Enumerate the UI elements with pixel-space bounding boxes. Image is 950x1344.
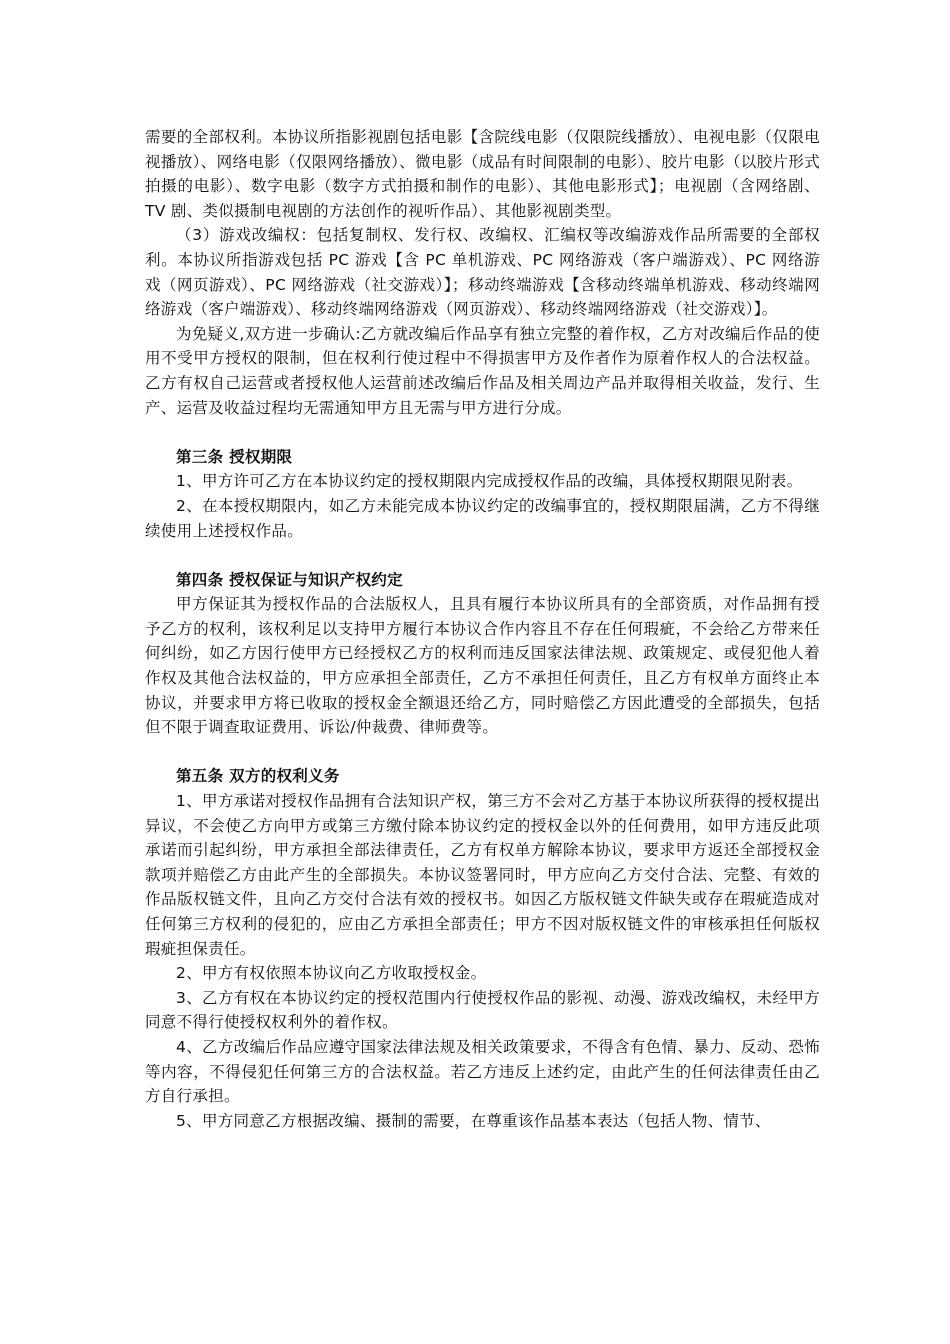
heading-article-4: 第四条 授权保证与知识产权约定: [176, 570, 403, 589]
paragraph-term-1: 1、甲方许可乙方在本协议约定的授权期限内完成授权作品的改编，具体授权期限见附表。: [176, 472, 803, 491]
paragraph-obligation-5: 5、甲方同意乙方根据改编、摄制的需要，在尊重该作品基本表达（包括人物、情节、: [176, 1111, 771, 1130]
paragraph-obligation-4: 4、乙方改编后作品应遵守国家法律法规及相关政策要求，不得含有色情、暴力、反动、恐怖等内容，不得侵犯任何第三方的合法权益。若乙方违反上述约定，由此产生的任何法律责任由乙方自行承担。: [145, 1037, 820, 1106]
paragraph-term-2: 2、在本授权期限内，如乙方未能完成本协议约定的改编事宜的，授权期限届满，乙方不得继续使用上述授权作品。: [145, 496, 820, 540]
heading-article-5: 第五条 双方的权利义务: [176, 767, 340, 786]
paragraph-obligation-1: 1、甲方承诺对授权作品拥有合法知识产权，第三方不会对乙方基于本协议所获得的授权提出异议，不会使乙方向甲方或第三方缴付除本协议约定的授权金以外的任何费用，如甲方违反此项承诺而引起纠纷，甲方承担全部法律责任，乙方有权单方解除本协议，要求甲方返还全部授权金款项并赔偿乙方由此产生的全部损失。本协议签署同时，甲方应向乙方交付合法、完整、有效的作品版权链文件，且向乙方交付合法有效的授权书。如因乙方版权链文件缺失或存在瑕疵造成对任何第三方权利的侵犯的，应由乙方承担全部责任；甲方不因对版权链文件的审核承担任何版权瑕疵担保责任。: [145, 792, 820, 958]
paragraph-warranty: 甲方保证其为授权作品的合法版权人，且具有履行本协议所具有的全部资质，对作品拥有授予乙方的权利，该权利足以支持甲方履行本协议合作内容且不存在任何瑕疵，不会给乙方带来任何纠纷，如乙方因行使甲方已经授权乙方的权利而违反国家法律法规、政策规定、或侵犯他人着作权及其他合法权益的，甲方应承担全部责任，乙方不承担任何责任，且乙方有权单方面终止本协议，并要求甲方将已收取的授权金全额退还给乙方，同时赔偿乙方因此遭受的全部损失，包括但不限于调查取证费用、诉讼/仲裁费、律师费等。: [145, 595, 820, 737]
paragraph-rights-film: 需要的全部权利。本协议所指影视剧包括电影【含院线电影（仅限院线播放）、电视电影（仅限电视播放）、网络电影（仅限网络播放）、微电影（成品有时间限制的电影）、胶片电影（以胶片形式拍摄的电影）、数字电影（数字方式拍摄和制作的电影）、其他电影形式】；电视剧（含网络剧、TV 剧、类似摄制电视剧的方法创作的视听作品）、其他影视剧类型。: [145, 128, 820, 220]
heading-article-3: 第三条 授权期限: [176, 447, 293, 466]
document-page: [145, 125, 820, 1133]
paragraph-clarification: 为免疑义,双方进一步确认:乙方就改编后作品享有独立完整的着作权，乙方对改编后作品的使用不受甲方授权的限制，但在权利行使过程中不得损害甲方及作者作为原着作权人的合法权益。乙方有权自己运营或者授权他人运营前述改编后作品及相关周边产品并取得相关收益，发行、生产、运营及收益过程均无需通知甲方且无需与甲方进行分成。: [145, 324, 820, 417]
paragraph-obligation-2: 2、甲方有权依照本协议向乙方收取授权金。: [176, 964, 487, 983]
paragraph-game-adaptation: （3）游戏改编权：包括复制权、发行权、改编权、汇编权等改编游戏作品所需要的全部权利。本协议所指游戏包括 PC 游戏【含 PC 单机游戏、PC 网络游戏（客户端游戏）、PC 网络游戏（网页游戏）、PC 网络游戏（社交游戏）】；移动终端游戏【含移动终端单机游戏、移动终端网络游戏（客户端游戏）、移动终端网络游戏（网页游戏）、移动终端网络游戏（社交游戏）】。: [145, 226, 820, 319]
paragraph-obligation-3: 3、乙方有权在本协议约定的授权范围内行使授权作品的影视、动漫、游戏改编权，未经甲方同意不得行使授权权利外的着作权。: [145, 988, 820, 1032]
